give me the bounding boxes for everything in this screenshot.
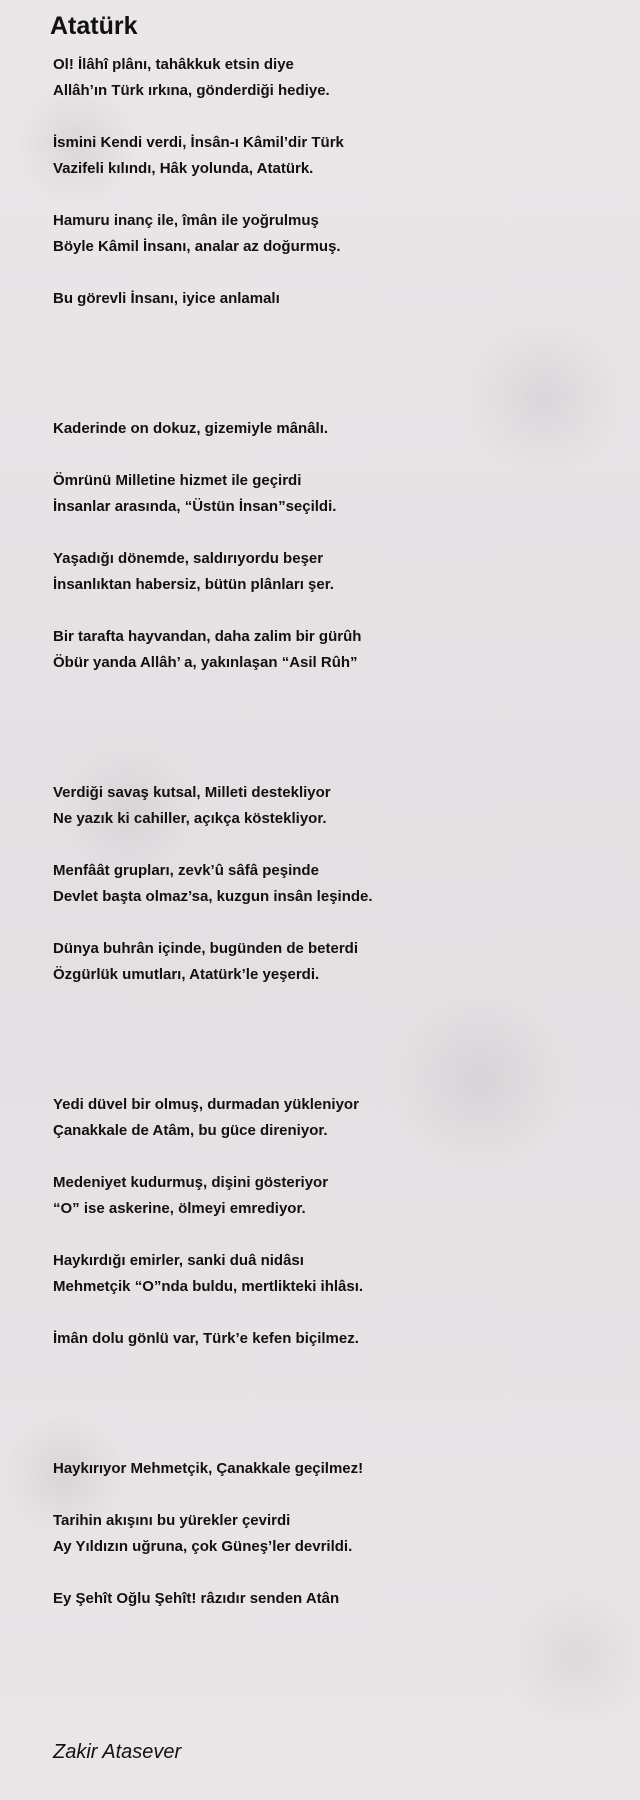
poem-stanza <box>53 1092 613 1144</box>
poem-line: Verdiği savaş kutsal, Milleti destekliyor <box>53 784 331 801</box>
poem-line: Haykırıyor Mehmetçik, Çanakkale geçilmez! <box>53 1460 364 1477</box>
poem-line: Menfâât grupları, zevk’û sâfâ peşinde <box>53 862 319 879</box>
poem-line: Dünya buhrân içinde, bugünden de beterdi <box>53 940 359 957</box>
poem-stanza <box>53 208 613 260</box>
poem-stanza <box>53 858 613 910</box>
poem-line: İmân dolu gönlü var, Türk’e kefen biçilmez. <box>53 1330 359 1347</box>
poem-line: Ay Yıldızın uğruna, çok Güneş’ler devrildi. <box>53 1538 353 1555</box>
poem-line: Öbür yanda Allâh’ a, yakınlaşan “Asil Rûh” <box>53 654 358 671</box>
poem-line: Tarihin akışını bu yürekler çevirdi <box>53 1512 291 1529</box>
poem-line: Haykırdığı emirler, sanki duâ nidâsı <box>53 1252 304 1269</box>
poem-line: Yedi düvel bir olmuş, durmadan yükleniyor <box>53 1096 359 1113</box>
poem-stanza <box>53 546 613 598</box>
poem-author: Zakir Atasever <box>53 1741 182 1763</box>
poem-line: Böyle Kâmil İnsanı, analar az doğurmuş. <box>53 238 341 255</box>
poem-stanza <box>53 52 613 104</box>
poem-stanza <box>53 1248 613 1300</box>
poem-line: Medeniyet kudurmuş, dişini gösteriyor <box>53 1174 329 1191</box>
poem-line: Ey Şehît Oğlu Şehît! râzıdır senden Atân <box>53 1590 340 1607</box>
poem-stanza <box>53 624 613 676</box>
poem-line: Ömrünü Milletine hizmet ile geçirdi <box>53 472 302 489</box>
poem-line: İsmini Kendi verdi, İnsân-ı Kâmil’dir Türk <box>53 134 344 151</box>
poem-line: Ol! İlâhî plânı, tahâkkuk etsin diye <box>53 56 294 73</box>
poem-body <box>53 52 613 1612</box>
poem-title: Atatürk <box>50 12 138 40</box>
poem-line: Bu görevli İnsanı, iyice anlamalı <box>53 290 280 307</box>
poem-line: Bir tarafta hayvandan, daha zalim bir gürûh <box>53 628 362 645</box>
poem-line: İnsanlar arasında, “Üstün İnsan”seçildi. <box>53 498 337 515</box>
poem-line: Yaşadığı dönemde, saldırıyordu beşer <box>53 550 324 567</box>
poem-line: Ne yazık ki cahiller, açıkça köstekliyor. <box>53 810 327 827</box>
poem-line: Özgürlük umutları, Atatürk’le yeşerdi. <box>53 966 320 983</box>
poem-line: “O” ise askerine, ölmeyi emrediyor. <box>53 1200 306 1217</box>
poem-stanza <box>53 780 613 832</box>
poem-stanza <box>53 468 613 520</box>
poem-stanza <box>53 1456 613 1482</box>
poem-stanza <box>53 1508 613 1560</box>
poem-line: Kaderinde on dokuz, gizemiyle mânâlı. <box>53 420 329 437</box>
poem-line: İnsanlıktan habersiz, bütün plânları şer. <box>53 576 334 593</box>
poem-stanza <box>53 416 613 442</box>
poem-stanza <box>53 1326 613 1352</box>
poem-line: Çanakkale de Atâm, bu güce direniyor. <box>53 1122 328 1139</box>
poem-stanza <box>53 286 613 312</box>
poem-line: Vazifeli kılındı, Hâk yolunda, Atatürk. <box>53 160 314 177</box>
poem-line: Mehmetçik “O”nda buldu, mertlikteki ihlâsı. <box>53 1278 364 1295</box>
poem-line: Hamuru inanç ile, îmân ile yoğrulmuş <box>53 212 319 229</box>
poem-stanza <box>53 1586 613 1612</box>
poem-stanza <box>53 936 613 988</box>
poem-line: Allâh’ın Türk ırkına, gönderdiği hediye. <box>53 82 330 99</box>
poem-stanza <box>53 1170 613 1222</box>
poem-stanza <box>53 130 613 182</box>
poem-line: Devlet başta olmaz’sa, kuzgun insân leşinde. <box>53 888 373 905</box>
